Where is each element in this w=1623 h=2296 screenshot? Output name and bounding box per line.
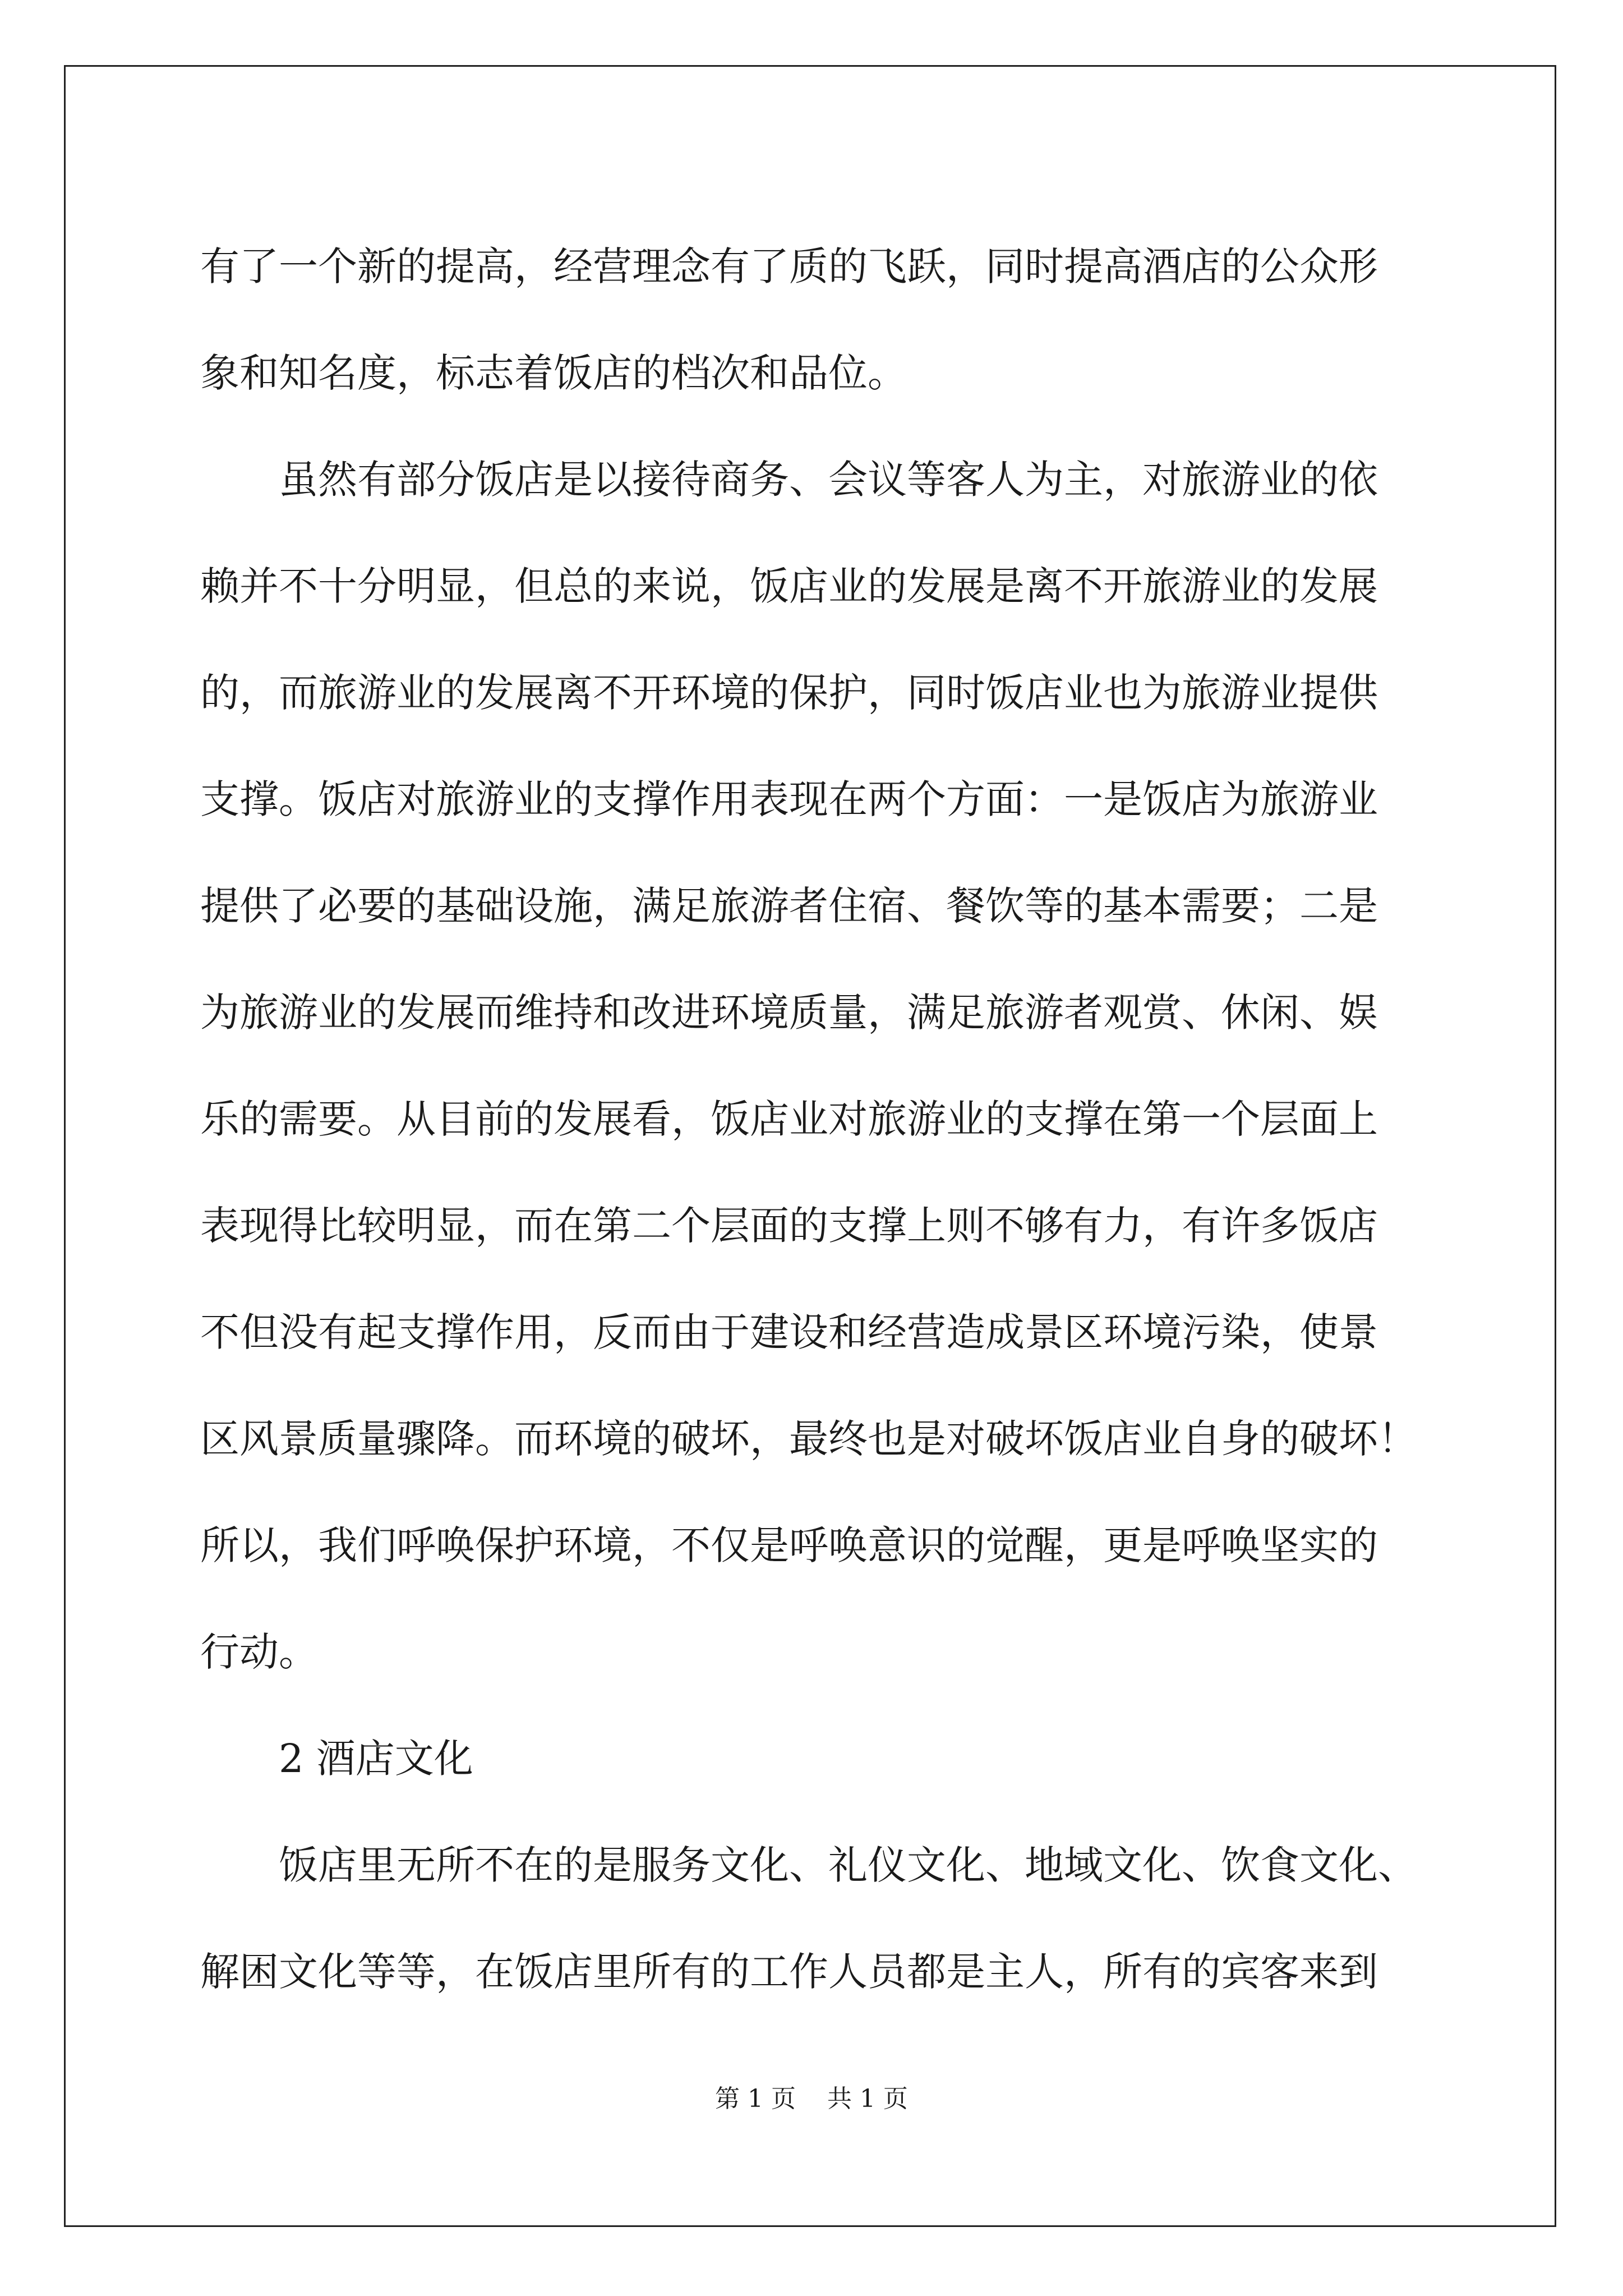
text-line: 支撑。饭店对旅游业的支撑作用表现在两个方面：一是饭店为旅游业 — [200, 776, 1378, 822]
text-line: 区风景质量骤降。而环境的破坏，最终也是对破坏饭店业自身的破坏！ — [200, 1416, 1417, 1462]
text-line: 赖并不十分明显，但总的来说，饭店业的发展是离不开旅游业的发展 — [200, 563, 1378, 609]
text-line: 表现得比较明显，而在第二个层面的支撑上则不够有力，有许多饭店 — [200, 1203, 1378, 1249]
text-line: 有了一个新的提高，经营理念有了质的飞跃，同时提高酒店的公众形 — [200, 243, 1378, 289]
text-line: 为旅游业的发展而维持和改进环境质量，满足旅游者观赏、休闲、娱 — [200, 990, 1378, 1036]
text-line: 的，而旅游业的发展离不开环境的保护，同时饭店业也为旅游业提供 — [200, 670, 1378, 716]
text-line: 提供了必要的基础设施，满足旅游者住宿、餐饮等的基本需要；二是 — [200, 883, 1378, 929]
text-line: 乐的需要。从目前的发展看，饭店业对旅游业的支撑在第一个层面上 — [200, 1096, 1378, 1142]
text-line: 象和知名度，标志着饭店的档次和品位。 — [200, 350, 907, 396]
text-line: 行动。 — [200, 1629, 318, 1675]
paragraph-start-line: 虽然有部分饭店是以接待商务、会议等客人为主，对旅游业的依 — [279, 457, 1378, 503]
section-heading: 2 酒店文化 — [279, 1736, 473, 1782]
text-line: 不但没有起支撑作用，反而由于建设和经营造成景区环境污染，使景 — [200, 1309, 1378, 1355]
paragraph-start-line: 饭店里无所不在的是服务文化、礼仪文化、地域文化、饮食文化、 — [279, 1842, 1417, 1888]
text-line: 解困文化等等，在饭店里所有的工作人员都是主人，所有的宾客来到 — [200, 1949, 1378, 1995]
document-body — [200, 213, 1434, 2025]
text-line: 所以，我们呼唤保护环境，不仅是呼唤意识的觉醒，更是呼唤坚实的 — [200, 1522, 1378, 1568]
page-number-footer: 第 1 页 共 1 页 — [715, 2085, 908, 2113]
